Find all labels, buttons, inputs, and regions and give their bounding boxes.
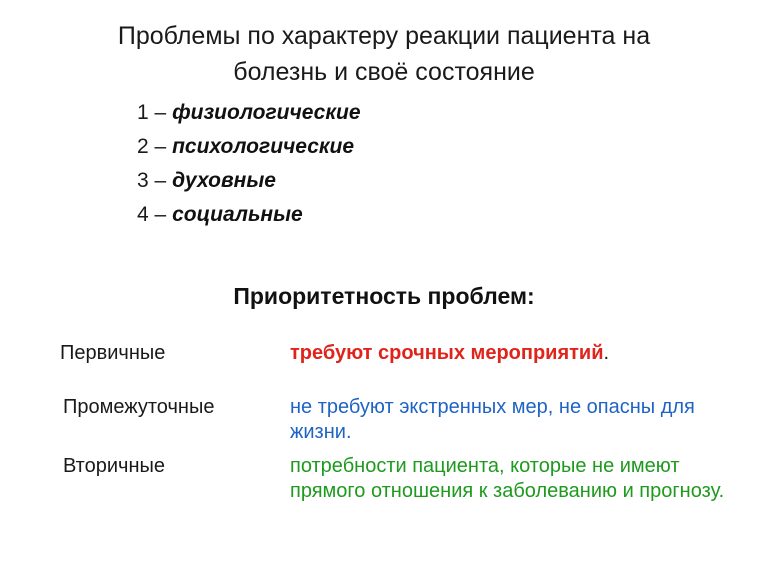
item-separator: –: [154, 203, 167, 226]
description-period: .: [603, 342, 610, 364]
list-item: [137, 164, 361, 198]
item-separator: –: [154, 135, 167, 158]
priority-description: [290, 341, 730, 366]
priority-label: Первичные: [60, 342, 166, 364]
problem-types-list: [137, 96, 361, 232]
list-item: [137, 96, 361, 130]
item-separator: –: [154, 101, 167, 124]
priority-description: не требуют экстренных мер, не опасны для жизни.: [290, 396, 695, 443]
item-number: 3: [137, 169, 149, 192]
title-line-1: Проблемы по характеру реакции пациента на: [117, 22, 651, 50]
item-name: физиологические: [172, 101, 361, 124]
item-separator: –: [154, 169, 167, 192]
item-number: 4: [137, 203, 149, 226]
list-item: [137, 198, 361, 232]
title-line-2: болезнь и своё состояние: [233, 58, 535, 86]
page-title: [0, 18, 768, 90]
item-name: психологические: [172, 135, 355, 158]
priority-description: потребности пациента, которые не имеют прямого отношения к заболеванию и прогнозу.: [290, 455, 725, 502]
priority-heading: Приоритетность проблем:: [233, 283, 535, 309]
item-name: социальные: [172, 203, 303, 226]
priority-label: Вторичные: [63, 455, 165, 477]
priority-label: Промежуточные: [63, 396, 215, 418]
priority-description-text: требуют срочных мероприятий: [290, 342, 604, 364]
item-number: 1: [137, 101, 149, 124]
item-number: 2: [137, 135, 149, 158]
list-item: [137, 130, 361, 164]
item-name: духовные: [172, 169, 276, 192]
